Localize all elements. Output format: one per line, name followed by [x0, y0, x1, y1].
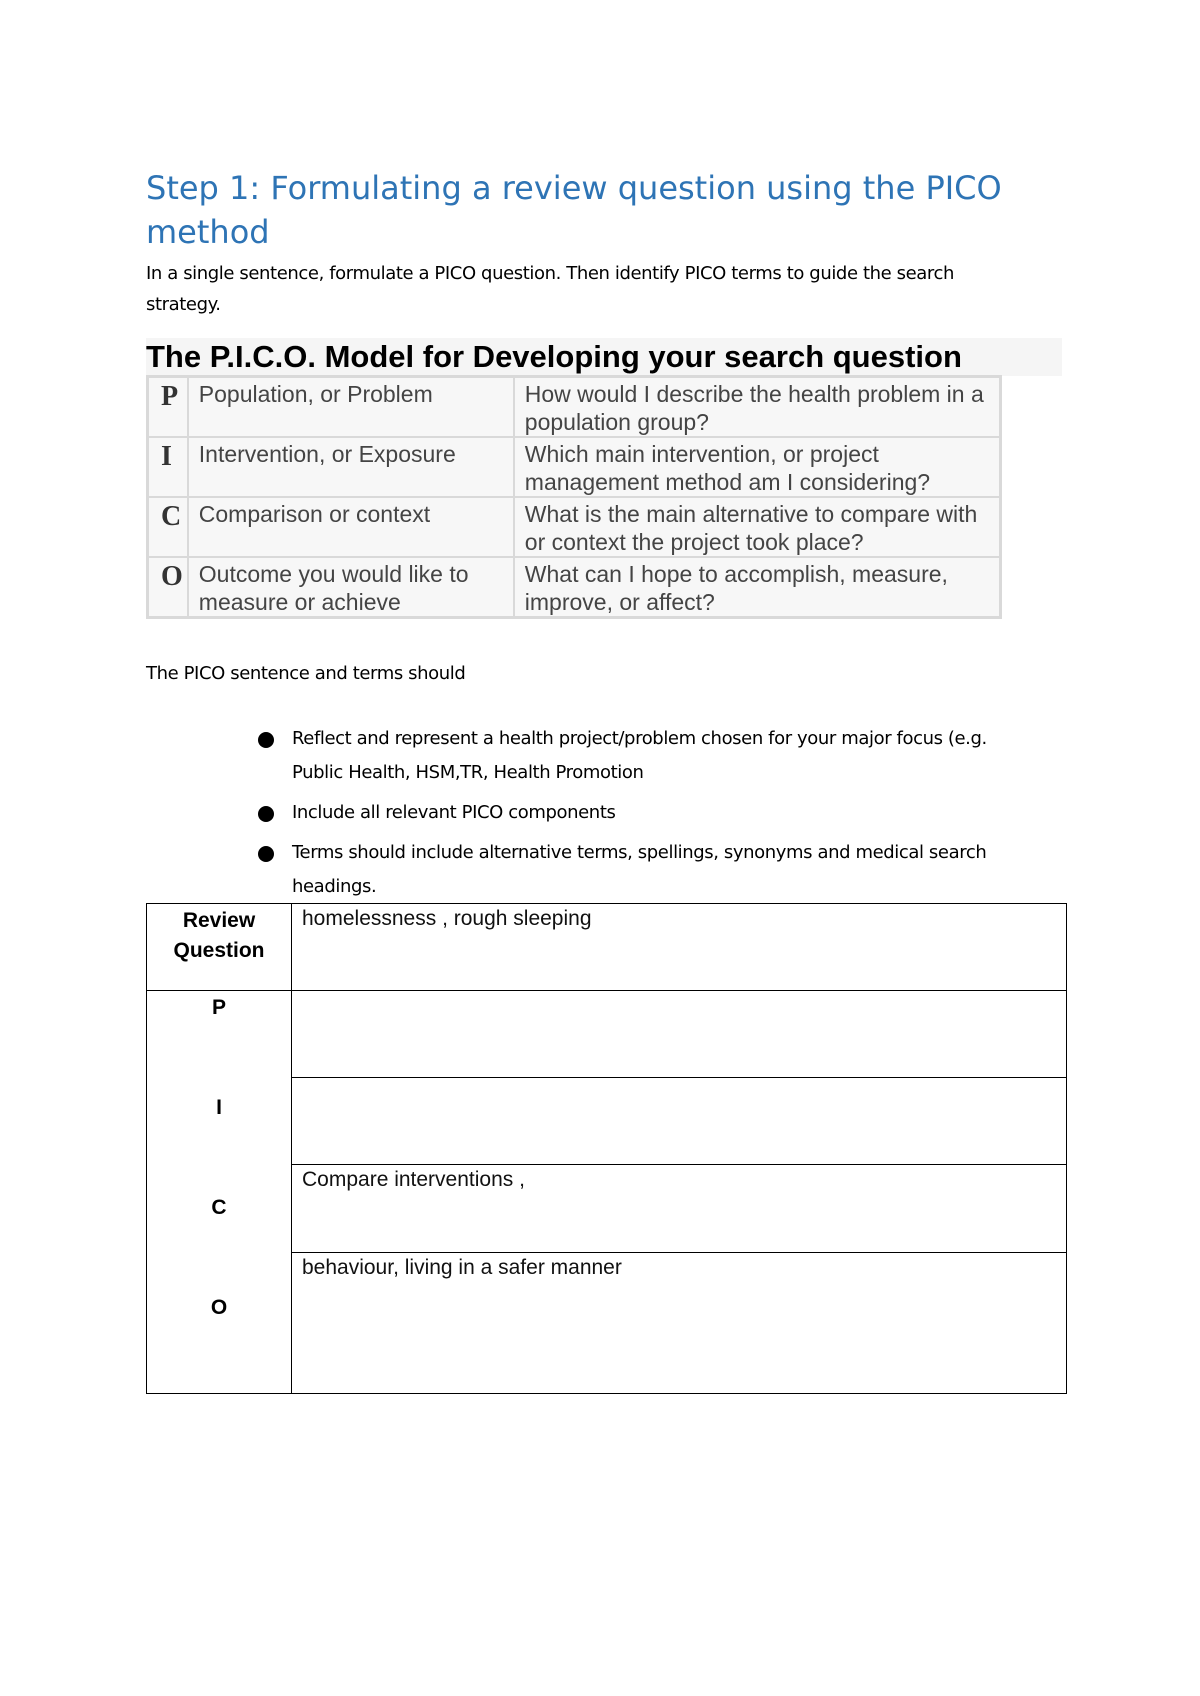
bullet-icon — [258, 846, 274, 862]
list-item — [256, 796, 1036, 830]
intro-text: In a single sentence, formulate a PICO question. Then identify PICO terms to guide the search strategy. — [146, 263, 955, 315]
list-item-text: Terms should include alternative terms, spellings, synonyms and medical search headings. — [292, 842, 987, 897]
pico-answer-table — [146, 903, 1067, 1394]
bullet-icon — [258, 732, 274, 748]
pico-guiding-question: Which main intervention, or project management method am I considering? — [514, 437, 1001, 497]
pico-component: Population, or Problem — [188, 377, 514, 438]
pico-letters-cell — [147, 991, 292, 1394]
pico-answer-c[interactable]: Compare interventions , — [292, 1165, 1067, 1252]
pico-answer-row-p — [147, 991, 1067, 1078]
pico-model-title: The P.I.C.O. Model for Developing your search question — [146, 338, 1062, 376]
pico-answer-letter: I — [216, 1096, 222, 1119]
pico-letters-stack — [147, 993, 291, 1393]
page-title: Step 1: Formulating a review question using the PICO method — [146, 169, 1002, 251]
pico-component: Outcome you would like to measure or achieve — [188, 557, 514, 618]
pico-model-row-p — [148, 377, 1001, 438]
pico-guiding-question: How would I describe the health problem in a population group? — [514, 377, 1001, 438]
pico-letter: I — [148, 437, 188, 497]
pico-answer-i[interactable] — [292, 1078, 1067, 1165]
pico-component: Comparison or context — [188, 497, 514, 557]
pico-answer-letter: C — [211, 1196, 227, 1219]
criteria-list — [256, 722, 1036, 910]
pico-letter: O — [148, 557, 188, 618]
list-item — [256, 722, 1036, 790]
pico-letter: C — [148, 497, 188, 557]
pico-answer-p[interactable] — [292, 991, 1067, 1078]
list-item — [256, 836, 1036, 904]
review-question-row — [147, 904, 1067, 991]
pico-component: Intervention, or Exposure — [188, 437, 514, 497]
pico-model-row-o — [148, 557, 1001, 618]
review-question-answer[interactable]: homelessness , rough sleeping — [292, 904, 1067, 991]
list-item-text: Include all relevant PICO components — [292, 802, 616, 823]
pico-model-row-c — [148, 497, 1001, 557]
pico-guiding-question: What is the main alternative to compare with or context the project took place? — [514, 497, 1001, 557]
pico-answer-o[interactable]: behaviour, living in a safer manner — [292, 1252, 1067, 1393]
pico-letter: P — [148, 377, 188, 438]
bullet-icon — [258, 806, 274, 822]
criteria-intro: The PICO sentence and terms should — [146, 663, 466, 684]
pico-model-table — [146, 375, 1002, 619]
list-item-text: Reflect and represent a health project/problem chosen for your major focus (e.g. Public Health, HSM,TR, Health Promotion — [292, 728, 987, 783]
pico-answer-letter: P — [211, 996, 226, 1019]
pico-guiding-question: What can I hope to accomplish, measure, improve, or affect? — [514, 557, 1001, 618]
pico-answer-letter: O — [210, 1296, 228, 1319]
pico-model-row-i — [148, 437, 1001, 497]
review-question-label: Review Question — [147, 904, 292, 991]
